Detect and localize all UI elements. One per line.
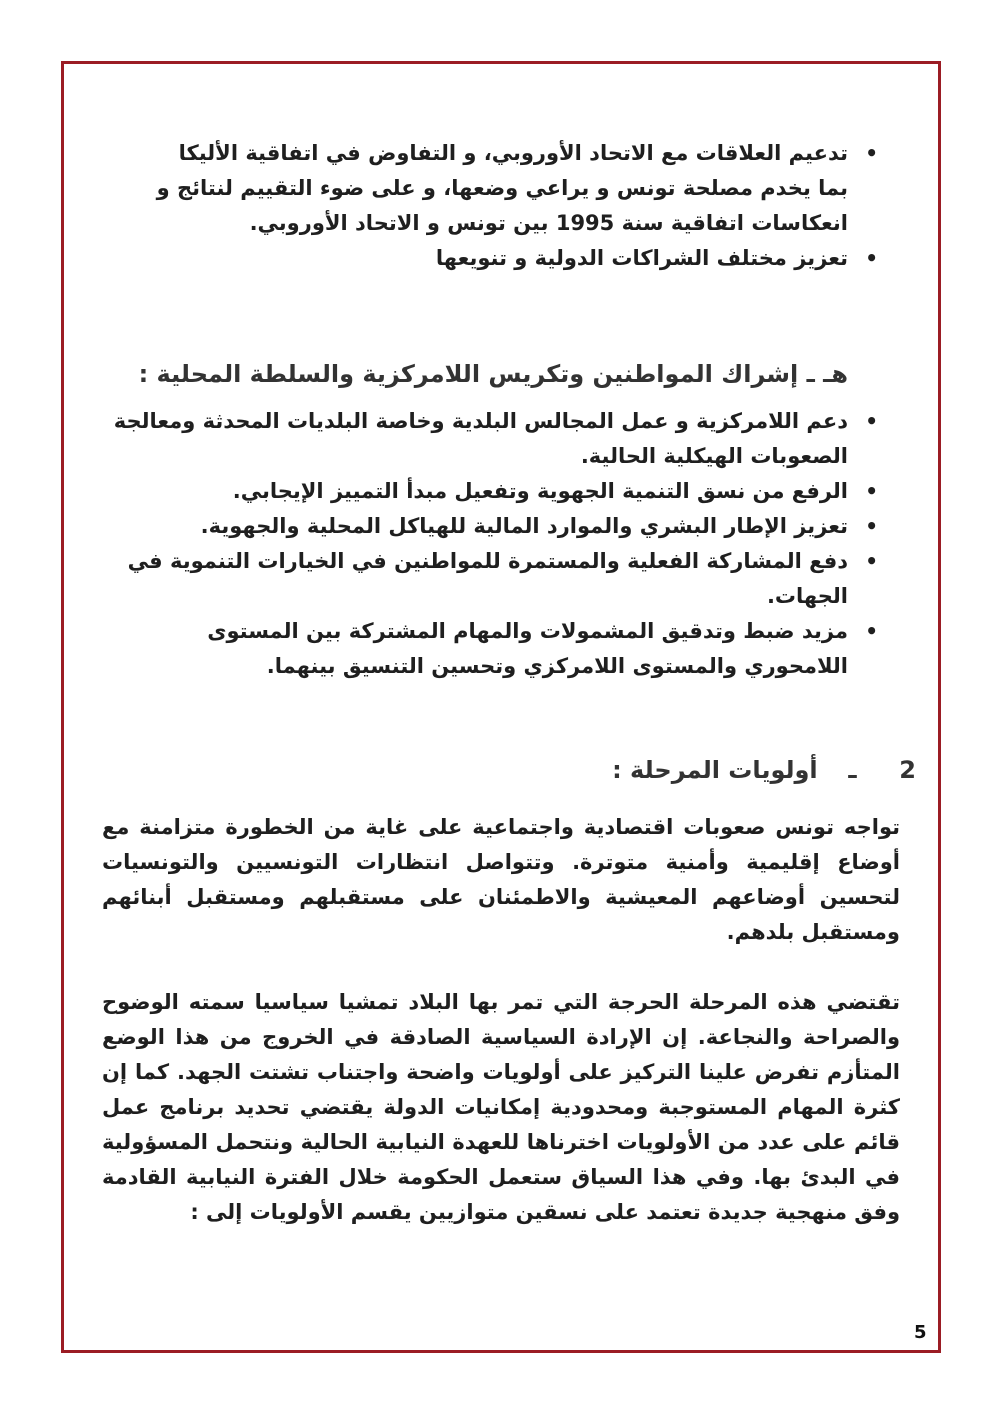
section-2-paragraph-2-wrap	[102, 985, 900, 1230]
section-he-bullet-list	[110, 404, 878, 684]
bullet-item: • تعزيز الإطار البشري والموارد المالية للهياكل المحلية والجهوية.	[110, 509, 878, 544]
section-he-title: هـ ـ إشراك المواطنين وتكريس اللامركزية والسلطة المحلية :	[138, 360, 848, 388]
bullet-item: • مزيد ضبط وتدقيق المشمولات والمهام المشتركة بين المستوى اللامحوري والمستوى اللامركزي وتحسين التنسيق بينهما.	[110, 614, 878, 684]
bullet-item: • دفع المشاركة الفعلية والمستمرة للمواطنين في الخيارات التنموية في الجهات.	[110, 544, 878, 614]
section-2-paragraph-1: تواجه تونس صعوبات اقتصادية واجتماعية على غاية من الخطورة متزامنة مع أوضاع إقليمية وأمنية متوترة. وتتواصل انتظارات التونسيين والتونسيات لتحسين أوضاعهم المعيشية والاطمئنان على مستقبلهم ومستقبل أبنائهم ومستقبل بلدهم.	[102, 815, 900, 944]
section-he-heading	[70, 356, 848, 392]
section-2-paragraph-1-wrap	[102, 810, 900, 950]
section-2-title: أولويات المرحلة :	[612, 756, 818, 784]
section-2-heading	[560, 752, 916, 788]
section-2-paragraph-2: تقتضي هذه المرحلة الحرجة التي تمر بها البلاد تمشيا سياسيا سمته الوضوح والصراحة والنجاعة. إن الإرادة السياسية الصادقة في الخروج من هذا الوضع المتأزم تفرض علينا التركيز على أولويات واضحة واجتناب تشتت الجهد. كما إن كثرة المهام المستوجبة ومحدودية إمكانيات الدولة يقتضي تحديد برنامج عمل قائم على عدد من الأولويات اخترناها للعهدة النيابية الحالية ونتحمل المسؤولية في البدئ بها. وفي هذا السياق ستعمل الحكومة خلال الفترة النيابية القادمة وفق منهجية جديدة تعتمد على نسقين متوازيين يقسم الأولويات إلى :	[102, 990, 900, 1224]
bullet-item: • تدعيم العلاقات مع الاتحاد الأوروبي، و التفاوض في اتفاقية الأليكا بما يخدم مصلحة تونس و يراعي وضعها، و على ضوء التقييم لنتائج و انعكاسات اتفاقية سنة 1995 بين تونس و الاتحاد الأوروبي.	[150, 136, 878, 241]
section-2-dash: ـ	[848, 756, 857, 784]
bullet-item: • دعم اللامركزية و عمل المجالس البلدية وخاصة البلديات المحدثة ومعالجة الصعوبات الهيكلية الحالية.	[110, 404, 878, 474]
bullet-item: • تعزيز مختلف الشراكات الدولية و تنويعها	[150, 241, 878, 276]
page-number: 5	[914, 1322, 927, 1343]
section-2-number: 2	[899, 756, 916, 784]
bullet-item: • الرفع من نسق التنمية الجهوية وتفعيل مبدأ التمييز الإيجابي.	[110, 474, 878, 509]
top-bullet-list	[150, 136, 878, 276]
